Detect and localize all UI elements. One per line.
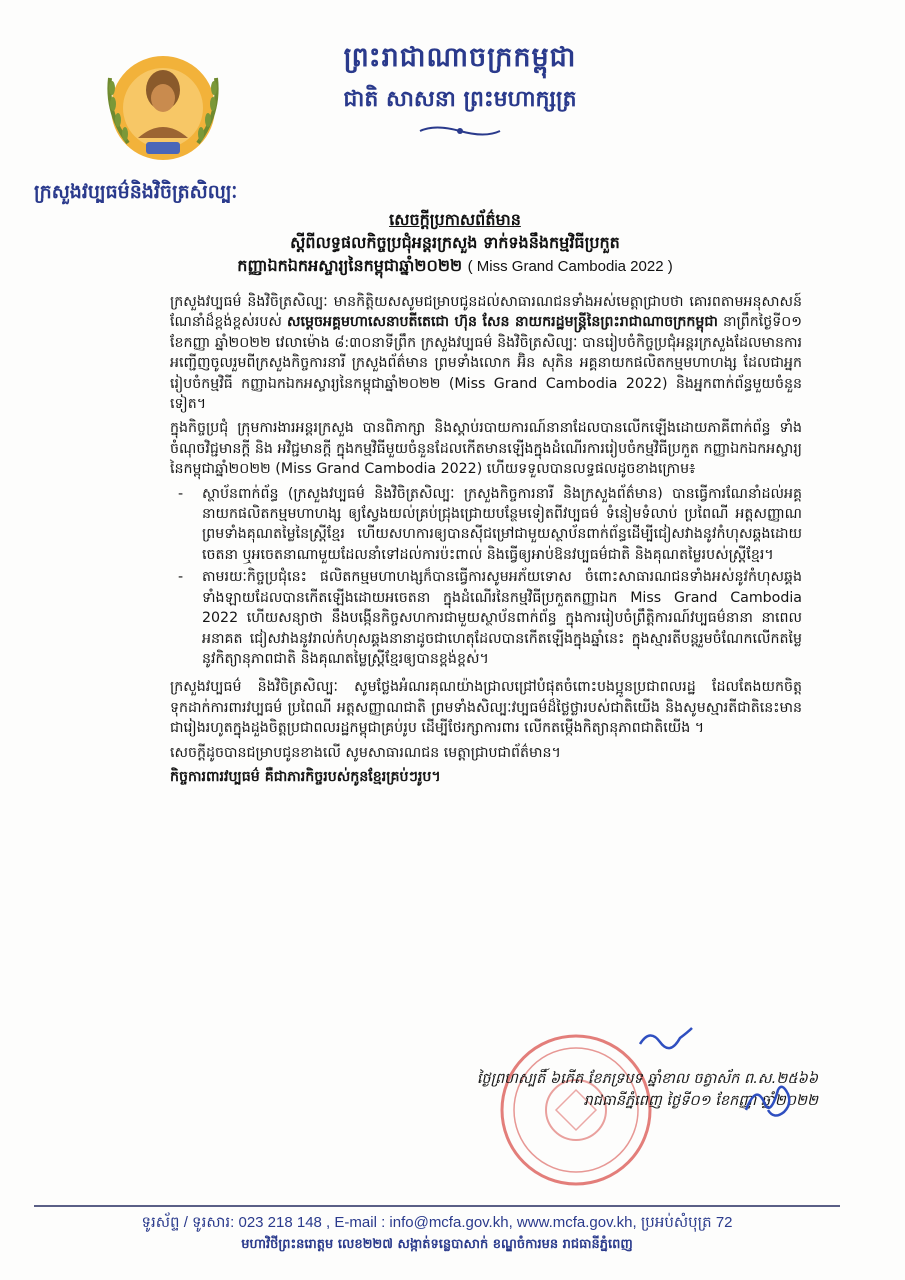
signature bbox=[738, 1080, 798, 1124]
national-motto: ជាតិ សាសនា ព្រះមហាក្សត្រ bbox=[343, 86, 577, 112]
solar-date: រាជធានីភ្នំពេញ ថ្ងៃទី០១ ខែកញ្ញា ឆ្នាំ២០២២ bbox=[583, 1093, 818, 1109]
lunar-date: ថ្ងៃព្រហស្បតិ៍ ៦កើត ខែភទ្របទ ឆ្នាំខាល ចត្វាស័ក ព.ស.២៥៦៦ bbox=[476, 1071, 818, 1087]
title-line-1: សេចក្ដីប្រកាសព័ត៌មាន bbox=[389, 210, 521, 229]
ornament-divider bbox=[415, 124, 505, 138]
list-item: - តាមរយៈកិច្ចប្រជុំនេះ ផលិតកម្មមហាហង្សក៏បានធ្វើការសូមអភ័យទោស ចំពោះសាធារណជនទាំងអស់នូវកំហុសឆ្គងទាំងឡាយដែលបានកើតឡើងដោយអចេតនា ក្នុងដំណើរនៃកម្មវិធីប្រកួតកញ្ញាឯក Miss Grand Cambodia 2022 ហើយសន្យាថា នឹងបង្កើនកិច្ចសហការជាមួយស្ថាប័នពាក់ព័ន្ធ ក្នុងការរៀបចំព្រឹត្តិការណ៍វប្បធម៌នានា នាពេលអនាគត ជៀសវាងនូវរាល់កំហុសឆ្គងនានាដូចជាហេតុដែលបានកើតឡើងក្នុងឆ្នាំនេះ ក្នុងស្មារតីបន្តរួមចំណែកលើកតម្លៃនូវកិត្យានុភាពជាតិ និងគុណតម្លៃស្ត្រីខ្មែរឲ្យបានខ្ពង់ខ្ពស់។ bbox=[170, 567, 802, 669]
title-line-3 bbox=[150, 254, 760, 278]
document-body bbox=[170, 292, 802, 791]
title-line-3-latin: ( Miss Grand Cambodia 2022 ) bbox=[467, 258, 673, 275]
paragraph-1 bbox=[170, 292, 802, 414]
kingdom-name: ព្រះរាជាណាចក្រកម្ពុជា bbox=[343, 42, 577, 73]
footer-address: មហាវិថីព្រះនរោត្តម លេខ២២៧ សង្កាត់ទន្លេបាសាក់ ខណ្ឌចំការមន រាជធានីភ្នំពេញ bbox=[241, 1237, 633, 1252]
document-title bbox=[150, 208, 760, 278]
title-line-2: ស្ដីពីលទ្ធផលកិច្ចប្រជុំអន្តរក្រសួង ទាក់ទងនឹងកម្មវិធីប្រកួត bbox=[290, 233, 620, 252]
ministry-logo bbox=[98, 38, 228, 168]
closing-slogan: កិច្ចការពារវប្បធម៌ គឺជាភារកិច្ចរបស់កូនខ្មែរគ្រប់ៗរូប។ bbox=[170, 768, 441, 785]
title-line-3-khmer: កញ្ញាឯកឯកអស្ចារ្យនៃកម្ពុជាឆ្នាំ២០២២ bbox=[237, 256, 463, 275]
paragraph-1-text-a: ក្រសួងវប្បធម៌ និងវិចិត្រសិល្បៈ មានកិត្តិយសសូមជម្រាបជូនដល់សាធារណជនទាំងអស់មេត្តាជ្រាបថា គោរពតាមអនុសាសន៍ណែនាំដ៏ខ្ពង់ខ្ពស់របស់ bbox=[170, 294, 802, 331]
footer-contact: ទូរស័ព្ទ / ទូរសារ: 023 218 148 , E-mail : info@mcfa.gov.kh, www.mcfa.gov.kh, ប្រអប់សំបុត្រ 72 bbox=[141, 1214, 733, 1231]
results-list bbox=[170, 484, 802, 670]
ministry-name: ក្រសួងវប្បធម៌និងវិចិត្រសិល្បៈ bbox=[34, 181, 238, 203]
footer-divider bbox=[34, 1205, 840, 1207]
list-item: - ស្ថាប័នពាក់ព័ន្ធ (ក្រសួងវប្បធម៌ និងវិចិត្រសិល្បៈ ក្រសួងកិច្ចការនារី និងក្រសួងព័ត៌មាន) បានធ្វើការណែនាំដល់អគ្គនាយកផលិតកម្មមហាហង្ស ឲ្យស្វែងយល់គ្រប់ជ្រុងជ្រោយបន្ថែមទៀតពីវប្បធម៌ ទំនៀមទំលាប់ ប្រពៃណី អត្តសញ្ញាណ ព្រមទាំងគុណតម្លៃនៃស្ត្រីខ្មែរ ហើយសហការឲ្យបានស៊ីជម្រៅជាមួយស្ថាប័នពាក់ព័ន្ធដើម្បីជៀសវាងនូវកំហុសឆ្គងដោយចេតនា ឬអចេតនាណាមួយដែលនាំទៅដល់ការប៉ះពាល់ និងធ្វើឲ្យអាប់ឱនវប្បធម៌ជាតិ និងគុណតម្លៃរបស់ស្ត្រីខ្មែរ។ bbox=[170, 484, 802, 566]
footer bbox=[34, 1212, 840, 1256]
paragraph-1-text-b: នាព្រឹកថ្ងៃទី០១ ខែកញ្ញា ឆ្នាំ២០២២ វេលាម៉ោង ៨:៣០នាទីព្រឹក ក្រសួងវប្បធម៌ និងវិចិត្រសិល្បៈ បានរៀបចំកិច្ចប្រជុំអន្តរក្រសួងដែលមានការអញ្ជើញចូលរួមពីក្រសួងកិច្ចការនារី ក្រសួងព័ត៌មាន ព្រមទាំងលោក អ៊ិន សុភិន អគ្គនាយកផលិតកម្មមហាហង្ស ដែលជាអ្នករៀបចំកម្មវិធី កញ្ញាឯកឯកអស្ចារ្យនៃកម្ពុជាឆ្នាំ២០២២ (Miss Grand Cambodia 2022) និងអ្នកពាក់ព័ន្ធមួយចំនួនទៀត។ bbox=[170, 314, 802, 413]
initial-signature bbox=[636, 1024, 694, 1054]
paragraph-4: សេចក្តីដូចបានជម្រាបជូនខាងលើ សូមសាធារណជន មេត្តាជ្រាបជាព័ត៌មាន។ bbox=[170, 744, 561, 761]
paragraph-2: ក្នុងកិច្ចប្រជុំ ក្រុមការងារអន្តរក្រសួង បានពិភាក្សា និងស្តាប់របាយការណ៍នានាដែលបានលើកឡើងដោយភាគីពាក់ព័ន្ធ ទាំងចំណុចវិជ្ជមានក្តី និង អវិជ្ជមានក្តី ក្នុងកម្មវិធីមួយចំនួនដែលកើតមានឡើងក្នុងដំណើរការរៀបចំកម្មវិធីប្រកួត កញ្ញាឯកឯកអស្ចារ្យនៃកម្ពុជាឆ្នាំ២០២២ (Miss Grand Cambodia 2022) ហើយទទួលបានលទ្ធផលដូចខាងក្រោម៖ bbox=[170, 420, 802, 478]
paragraph-1-bold: សម្តេចអគ្គមហាសេនាបតីតេជោ ហ៊ុន សែន នាយករដ្ឋមន្ត្រីនៃព្រះរាជាណាចក្រកម្ពុជា bbox=[286, 314, 718, 331]
kingdom-header bbox=[300, 38, 620, 138]
paragraph-3: ក្រសួងវប្បធម៌ និងវិចិត្រសិល្បៈ សូមថ្លែងអំណរគុណយ៉ាងជ្រាលជ្រៅបំផុតចំពោះបងប្អូនប្រជាពលរដ្ឋ ដែលតែងយកចិត្តទុកដាក់ការពារវប្បធម៌ ប្រពៃណី អត្តសញ្ញាណជាតិ ព្រមទាំងសិល្បៈវប្បធម៌ដ៏ថ្លៃថ្លារបស់ជាតិយើង និងសូមស្មារតីជាតិនេះមានជារៀងរហូតក្នុងដួងចិត្តប្រជាពលរដ្ឋកម្ពុជាគ្រប់រូប ដើម្បីថែរក្សាការពារ លើកតម្កើងកិត្យានុភាពជាតិយើង ។ bbox=[170, 679, 802, 737]
